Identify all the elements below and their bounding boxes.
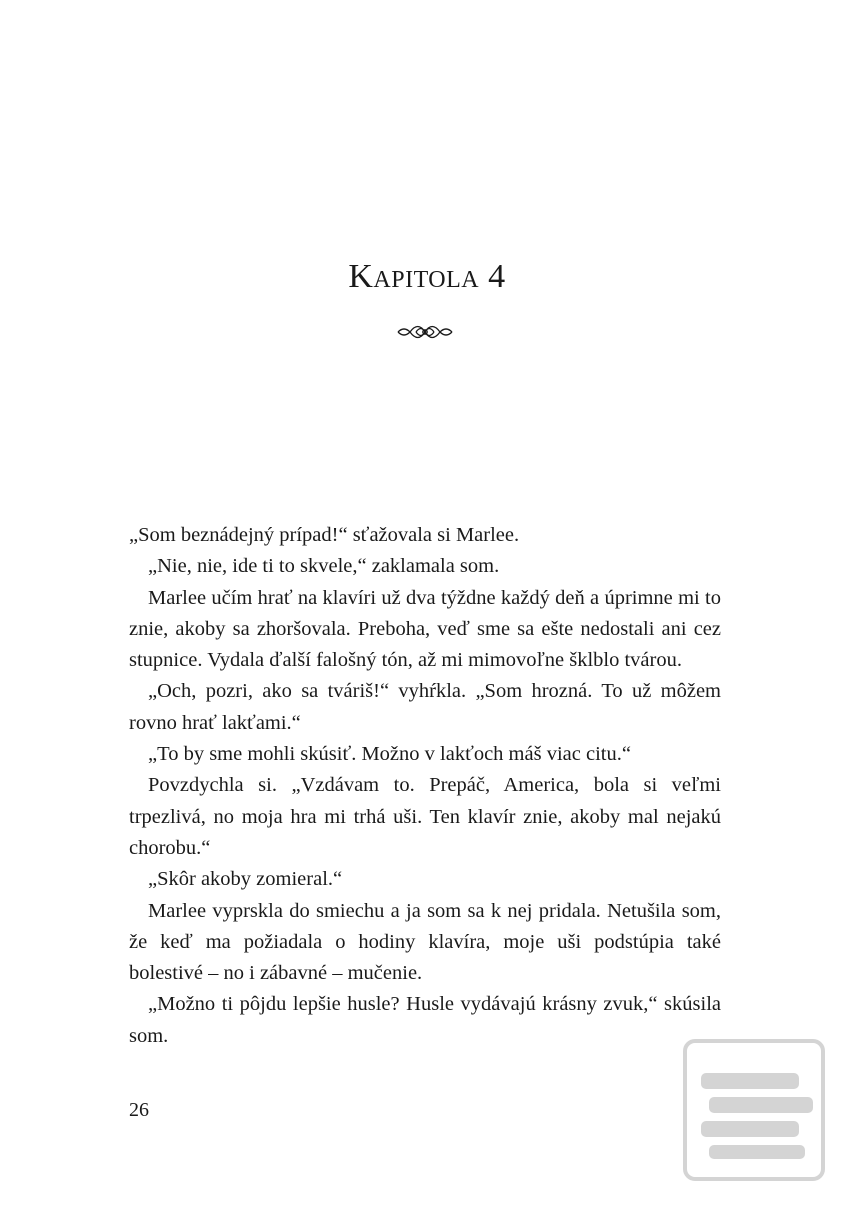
paragraph: Marlee učím hrať na klavíri už dva týždne každý deň a úprimne mi to znie, akoby sa zhoršovala. Preboha, veď sme sa ešte nedostali ani cez stupnice. Vydala ďalší falošný tón, až mi mimovoľne šklblo tvárou. bbox=[129, 586, 721, 672]
paragraph: Povzdychla si. „Vzdávam to. Prepáč, America, bola si veľmi trpezlivá, no moja hra mi trhá uši. Ten klavír znie, akoby mal nejakú chorobu.“ bbox=[129, 774, 721, 859]
paragraph: „Som beznádejný prípad!“ sťažovala si Marlee. bbox=[129, 524, 520, 546]
flourish-ornament-icon bbox=[396, 318, 454, 346]
chapter-title: Kapitola 4 bbox=[348, 258, 506, 295]
paragraph: „Skôr akoby zomieral.“ bbox=[148, 868, 343, 891]
page-number: 26 bbox=[129, 1099, 149, 1121]
paragraph: „Och, pozri, ako sa tváriš!“ vyhŕkla. „Som hrozná. To už môžem rovno hrať lakťami.“ bbox=[129, 680, 721, 734]
paragraph: „Nie, nie, ide ti to skvele,“ zaklamala som. bbox=[148, 555, 500, 578]
paragraph: „Možno ti pôjdu lepšie husle? Husle vydávajú krásny zvuk,“ skúsila som. bbox=[129, 993, 721, 1047]
paragraph: „To by sme mohli skúsiť. Možno v lakťoch máš viac citu.“ bbox=[148, 743, 631, 766]
body-text bbox=[129, 520, 721, 1052]
books-stack-icon bbox=[683, 1039, 825, 1181]
paragraph: Marlee vyprskla do smiechu a ja som sa k nej pridala. Netušila som, že keď ma požiadala o hodiny klavíra, moje uši podstúpia také bolestivé – no i zábavné – mučenie. bbox=[129, 899, 721, 985]
